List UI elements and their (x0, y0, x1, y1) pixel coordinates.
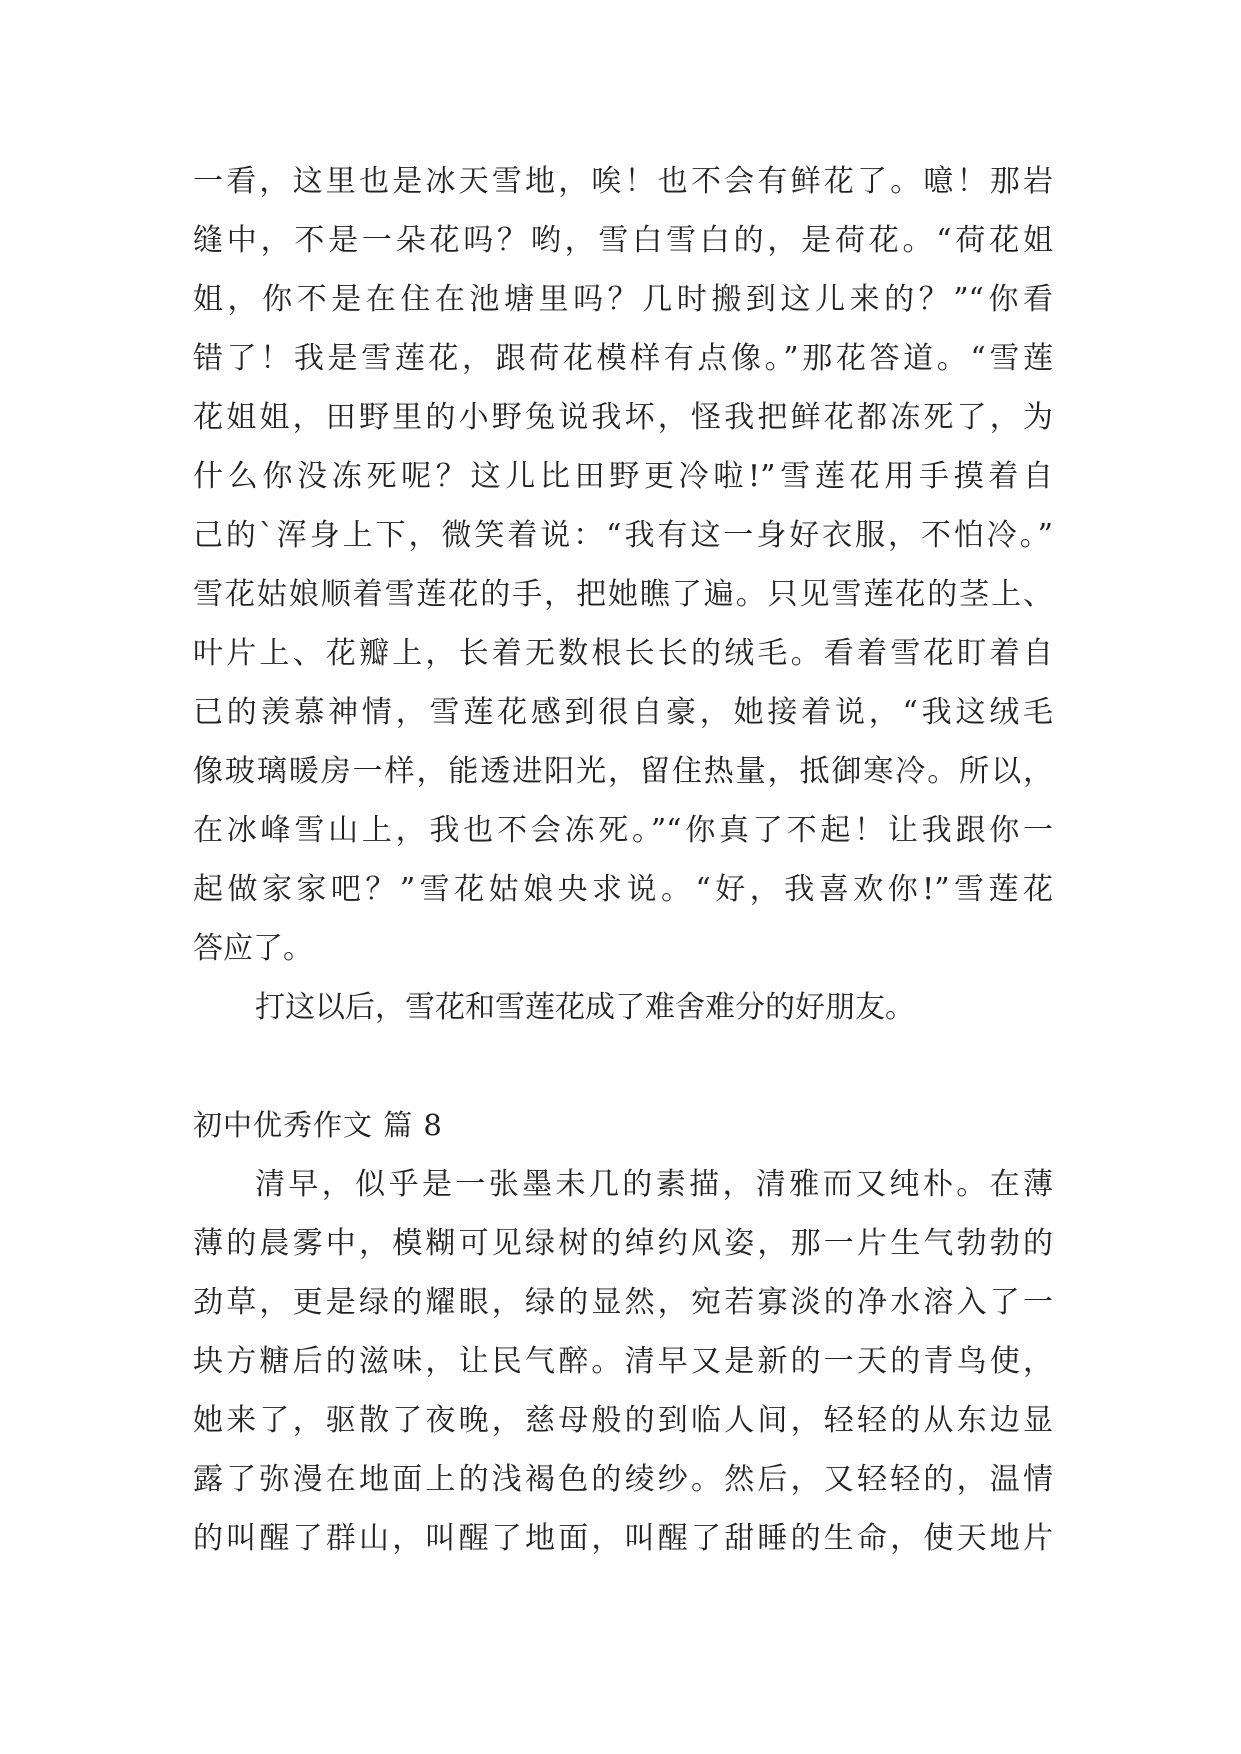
text-line: 姐，你不是在住在池塘里吗？几时搬到这儿来的？”“你看 (193, 282, 1053, 317)
text-line: 她来了，驱散了夜晚，慈母般的到临人间，轻轻的从东边显 (193, 1403, 1053, 1438)
text-line: 在冰峰雪山上，我也不会冻死。”“你真了不起！让我跟你一 (193, 813, 1053, 848)
paragraph-spacer (193, 1037, 1053, 1096)
section-heading: 初中优秀作文 篇 8 (193, 1108, 443, 1142)
text-line: 露了弥漫在地面上的浅褐色的绫纱。然后，又轻轻的，温情 (193, 1462, 1053, 1497)
text-line: 答应了。 (193, 931, 313, 966)
text-line: 像玻璃暖房一样，能透进阳光，留住热量，抵御寒冷。所以， (193, 754, 1053, 789)
text-line: 叶片上、花瓣上，长着无数根长长的绒毛。看着雪花盯着自 (193, 636, 1053, 671)
document-body (193, 152, 1053, 1568)
text-line: 清早，似乎是一张墨未几的素描，清雅而又纯朴。在薄 (255, 1167, 1053, 1202)
text-line: 块方糖后的滋味，让民气醉。清早又是新的一天的青鸟使， (193, 1344, 1053, 1379)
text-line: 劲草，更是绿的耀眼，绿的显然，宛若寡淡的净水溶入了一 (193, 1285, 1053, 1320)
text-line: 缝中，不是一朵花吗？哟，雪白雪白的，是荷花。“荷花姐 (193, 223, 1053, 258)
text-line: 雪花姑娘顺着雪莲花的手，把她瞧了遍。只见雪莲花的茎上、 (193, 577, 1053, 612)
story-paragraph (193, 152, 1053, 978)
text-line: 错了！我是雪莲花，跟荷花模样有点像。”那花答道。“雪莲 (193, 341, 1053, 376)
text-line: 己的`浑身上下，微笑着说：“我有这一身好衣服，不怕冷。” (193, 518, 1053, 553)
essay-paragraph (193, 1155, 1053, 1568)
closing-paragraph: 打这以后，雪花和雪莲花成了难舍难分的好朋友。 (255, 990, 915, 1025)
text-line: 已的羡慕神情，雪莲花感到很自豪，她接着说，“我这绒毛 (193, 695, 1053, 730)
text-line: 的叫醒了群山，叫醒了地面，叫醒了甜睡的生命，使天地片 (193, 1521, 1053, 1556)
text-line: 什么你没冻死呢？这儿比田野更冷啦!”雪莲花用手摸着自 (193, 459, 1053, 494)
text-line: 薄的晨雾中，模糊可见绿树的绰约风姿，那一片生气勃勃的 (193, 1226, 1053, 1261)
text-line: 花姐姐，田野里的小野兔说我坏，怪我把鲜花都冻死了，为 (193, 400, 1053, 435)
text-line: 起做家家吧？”雪花姑娘央求说。“好，我喜欢你!”雪莲花 (193, 872, 1053, 907)
text-line: 一看，这里也是冰天雪地，唉！也不会有鲜花了。噫！那岩 (193, 164, 1053, 199)
